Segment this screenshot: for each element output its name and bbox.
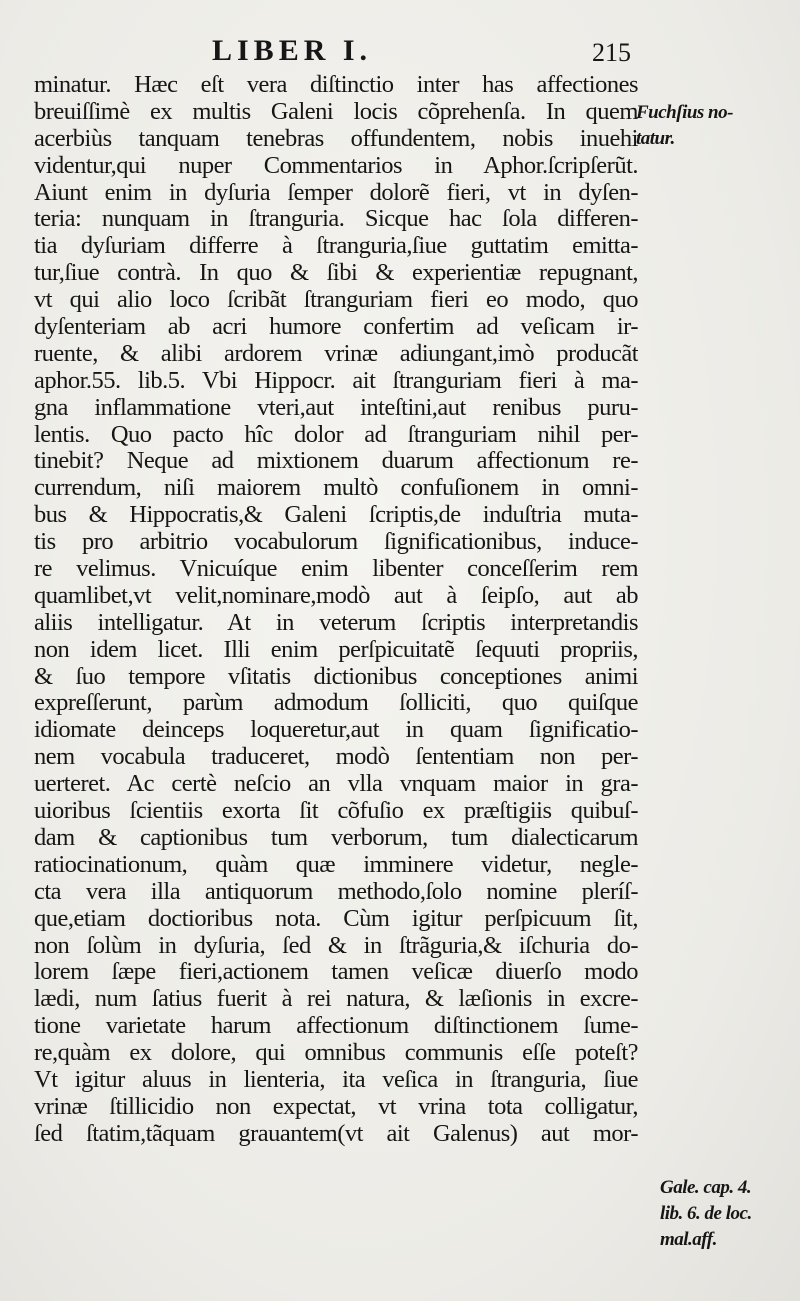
text-line: lædi, num ſatius fuerit à rei natura, & læſionis in excre- [34, 986, 638, 1013]
text-line: dyſenteriam ab acri humore confertim ad veſicam ir- [34, 314, 638, 341]
text-line: tinebit? Neque ad mixtionem duarum affectionum re- [34, 448, 638, 475]
text-line: ratiocinationum, quàm quæ imminere videtur, negle- [34, 851, 638, 878]
text-line: tis pro arbitrio vocabulorum ſignificationibus, induce- [34, 529, 638, 556]
text-line: dam & captionibus tum verborum, tum dialecticarum [34, 824, 638, 851]
text-line: teria: nunquam in ſtranguria. Sicque hac ſola differen- [34, 206, 638, 233]
text-line: currendum, niſi maiorem multò confuſionem in omni- [34, 475, 638, 502]
text-line: non ſolùm in dyſuria, ſed & in ſtrãguria,& iſchuria do- [34, 932, 638, 959]
margin-note-line: tatur. [636, 128, 675, 149]
text-line: Vt igitur aluus in lienteria, ita veſica in ſtranguria, ſiue [34, 1066, 638, 1093]
text-line: Aiunt enim in dyſuria ſemper dolorẽ fieri, vt in dyſen- [34, 179, 638, 206]
margin-note-line: Fuchſius no- [636, 102, 733, 123]
text-line: ruente, & alibi ardorem vrinæ adiungant,imò producãt [34, 340, 638, 367]
text-line: minatur. Hæc eſt vera diſtinctio inter has affectiones [34, 72, 638, 98]
text-line: tione varietate harum affectionum diſtinctionem ſume- [34, 1013, 638, 1040]
text-line: expreſſerunt, parùm admodum ſolliciti, quo quiſque [34, 690, 638, 717]
text-line: gna inflammatione vteri,aut inteſtini,aut renibus puru- [34, 394, 638, 421]
text-line: & ſuo tempore vſitatis dictionibus conceptiones animi [34, 663, 638, 690]
text-line: quamlibet,vt velit,nominare,modò aut à ſeipſo, aut ab [34, 582, 638, 609]
text-line: non idem licet. Illi enim perſpicuitatẽ ſequuti propriis, [34, 636, 638, 663]
text-line: aliis intelligatur. At in veterum ſcriptis interpretandis [34, 609, 638, 636]
page-header [0, 30, 800, 74]
text-line: uioribus ſcientiis exorta ſit cõfuſio ex præſtigiis quibuſ- [34, 798, 638, 825]
margin-note-galen [660, 1175, 752, 1253]
text-line: vt qui alio loco ſcribãt ſtranguriam fieri eo modo, quo [34, 287, 638, 314]
text-line: vrinæ ſtillicidio non expectat, vt vrina tota colligatur, [34, 1093, 638, 1120]
text-line: lorem ſæpe fieri,actionem tamen veſicæ diuerſo modo [34, 959, 638, 986]
text-line: ſed ſtatim,tãquam grauantem(vt ait Galenus) aut mor- [34, 1120, 638, 1147]
margin-note-fuchsius [636, 100, 733, 152]
text-line: videntur,qui nuper Commentarios in Aphor.ſcripſerũt. [34, 152, 638, 179]
text-line: tia dyſuriam differre à ſtranguria,ſiue guttatim emitta- [34, 233, 638, 260]
body-text [34, 72, 638, 1148]
text-line: idiomate deinceps loqueretur,aut in quam ſignificatio- [34, 717, 638, 744]
text-line: re,quàm ex dolore, qui omnibus communis eſſe poteſt? [34, 1040, 638, 1067]
text-line: bus & Hippocratis,& Galeni ſcriptis,de induſtria muta- [34, 502, 638, 529]
text-line: lentis. Quo pacto hîc dolor ad ſtranguriam nihil per- [34, 421, 638, 448]
text-line: tur,ſiue contrà. In quo & ſibi & experientiæ repugnant, [34, 260, 638, 287]
margin-note-line: Gale. cap. 4. [660, 1177, 752, 1198]
text-line: breuiſſimè ex multis Galeni locis cõprehenſa. In quem [34, 98, 638, 125]
text-line: aphor.55. lib.5. Vbi Hippocr. ait ſtranguriam fieri à ma- [34, 367, 638, 394]
text-line: que,etiam doctioribus nota. Cùm igitur perſpicuum ſit, [34, 905, 638, 932]
text-line: re velimus. Vnicuíque enim libenter conceſſerim rem [34, 556, 638, 583]
page-number: 215 [592, 38, 631, 67]
text-line: cta vera illa antiquorum methodo,ſolo nomine pleríſ- [34, 878, 638, 905]
text-line: uerteret. Ac certè neſcio an vlla vnquam maior in gra- [34, 771, 638, 798]
margin-note-line: mal.aff. [660, 1229, 717, 1250]
text-line: nem vocabula traduceret, modò ſententiam non per- [34, 744, 638, 771]
margin-note-line: lib. 6. de loc. [660, 1203, 752, 1224]
text-line: acerbiùs tanquam tenebras offundentem, nobis inuehi [34, 125, 638, 152]
running-head: LIBER I. [212, 34, 373, 67]
